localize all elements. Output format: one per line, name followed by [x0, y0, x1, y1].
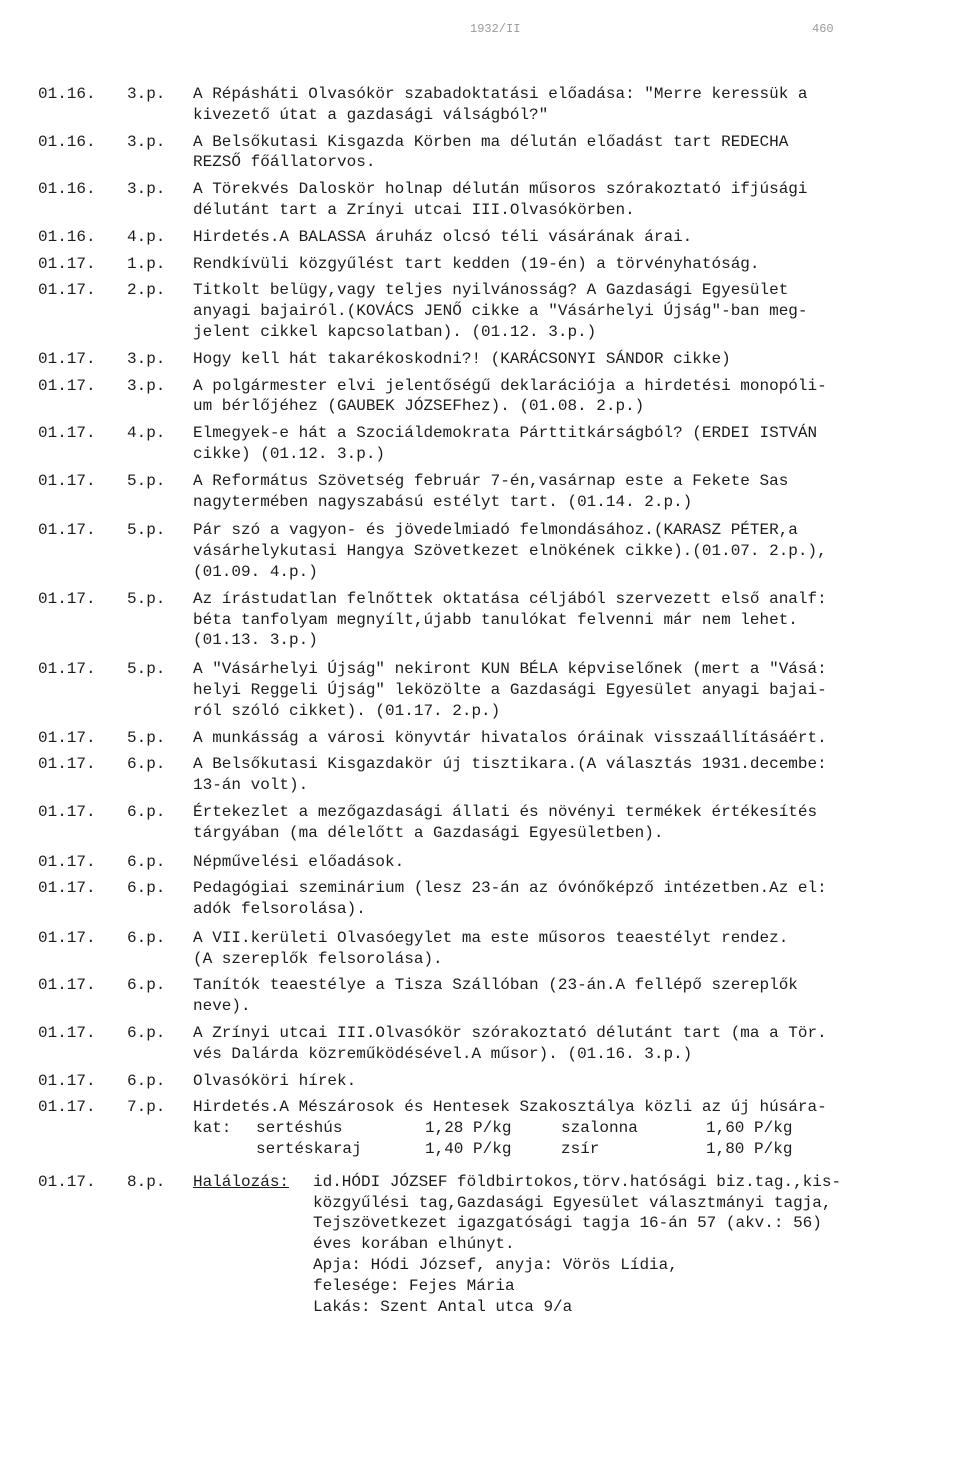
header-page-number: 460	[812, 22, 834, 36]
entry-date: 01.17.	[38, 376, 96, 395]
entry-page: 6.p.	[127, 755, 166, 774]
entry-date: 01.17.	[38, 1098, 96, 1117]
entry-date: 01.16.	[38, 132, 96, 151]
list-item	[0, 852, 960, 873]
list-item	[0, 376, 960, 418]
entry-page: 3.p.	[127, 180, 166, 199]
list-item	[0, 254, 960, 275]
list-item	[0, 132, 960, 174]
price-cell: zsír	[561, 1140, 600, 1159]
price-cell: 1,28 P/kg	[425, 1119, 512, 1138]
entry-text: Rendkívüli közgyűlést tart kedden (19-én) a törvényhatóság.	[193, 254, 760, 273]
entry-date: 01.17.	[38, 802, 96, 821]
entry-page: 5.p.	[127, 521, 166, 540]
entry-page: 5.p.	[127, 660, 166, 679]
entry-date: 01.17.	[38, 976, 96, 995]
entry-date: 01.17.	[38, 928, 96, 947]
entry-text: Hirdetés.A BALASSA áruház olcsó téli vásárának árai.	[193, 227, 693, 246]
price-cell: 1,60 P/kg	[706, 1119, 793, 1138]
entry-page: 3.p.	[127, 376, 166, 395]
entry-text: A VII.kerületi Olvasóegylet ma este műsoros teaestélyt rendez. (A szereplők felsorolása).	[193, 928, 789, 968]
price-cell: szalonna	[561, 1119, 638, 1138]
entry-page: 3.p.	[127, 349, 166, 368]
price-cell: 1,40 P/kg	[425, 1140, 512, 1159]
entry-text: Az írástudatlan felnőttek oktatása céljából szervezett első analf: béta tanfolyam megnyílt,újabb tanulókat felvenni már nem lehet. (01.13. 3.p.)	[193, 589, 827, 650]
entry-text: A Református Szövetség február 7-én,vasárnap este a Fekete Sas nagytermében nagyszabású estélyt tart. (01.14. 2.p.)	[193, 471, 789, 511]
entry-text: A "Vásárhelyi Újság" nekiront KUN BÉLA képviselőnek (mert a "Vásá: helyi Reggeli Újság" leközölte a Gazdasági Egyesület anyagi bajai- ról szóló cikket). (01.17. 2.p.)	[193, 660, 827, 720]
entry-text: A munkásság a városi könyvtár hivatalos óráinak visszaállításáért.	[193, 728, 827, 747]
entry-text: Népművelési előadások.	[193, 852, 405, 871]
entry-date: 01.17.	[38, 852, 96, 871]
entry-date: 01.17.	[38, 1024, 96, 1043]
entry-page: 6.p.	[127, 928, 166, 947]
entry-page: 1.p.	[127, 254, 166, 273]
entry-text: A Belsőkutasi Kisgazda Körben ma délután előadást tart REDECHA REZSŐ főállatorvos.	[193, 132, 789, 172]
entry-text: Tanítók teaestélye a Tisza Szállóban (23-án.A fellépő szereplők neve).	[193, 976, 798, 1016]
price-label: kat:	[193, 1119, 232, 1138]
list-item	[0, 423, 960, 465]
entry-date: 01.17.	[38, 471, 96, 490]
price-cell: 1,80 P/kg	[706, 1140, 793, 1159]
entry-date: 01.16.	[38, 227, 96, 246]
entry-page: 5.p.	[127, 589, 166, 608]
entry-list	[0, 84, 960, 1317]
list-item	[0, 227, 960, 248]
entry-date: 01.17.	[38, 660, 96, 679]
list-item	[0, 928, 960, 970]
list-item	[0, 728, 960, 749]
entry-page: 8.p.	[127, 1172, 166, 1191]
list-item	[0, 1023, 960, 1065]
entry-page: 7.p.	[127, 1098, 166, 1117]
list-item	[0, 349, 960, 370]
entry-page: 6.p.	[127, 852, 166, 871]
list-item	[0, 975, 960, 1017]
entry-date: 01.16.	[38, 85, 96, 103]
entry-date: 01.16.	[38, 180, 96, 199]
entry-text: A Répásháti Olvasókör szabadoktatási előadása: "Merre keressük a kivezető útat a gazdasági válságból?"	[193, 85, 808, 124]
entry-date: 01.17.	[38, 589, 96, 608]
entry-date: 01.17.	[38, 879, 96, 898]
entry-text: Hirdetés.A Mészárosok és Hentesek Szakosztálya közli az új húsára-	[193, 1098, 827, 1117]
list-item	[0, 179, 960, 221]
entry-page: 6.p.	[127, 1071, 166, 1090]
list-item	[0, 754, 960, 796]
entry-date: 01.17.	[38, 349, 96, 368]
list-item	[0, 589, 960, 651]
list-item	[0, 878, 960, 920]
entry-page: 6.p.	[127, 976, 166, 995]
entry-page: 6.p.	[127, 879, 166, 898]
list-item	[0, 1071, 960, 1092]
entry-date: 01.17.	[38, 424, 96, 443]
entry-date: 01.17.	[38, 728, 96, 747]
list-item	[0, 520, 960, 582]
entry-text: Értekezlet a mezőgazdasági állati és növényi termékek értékesítés tárgyában (ma délelőtt a Gazdasági Egyesületben).	[193, 802, 818, 842]
list-item	[0, 659, 960, 721]
entry-text: Hogy kell hát takarékoskodni?! (KARÁCSONYI SÁNDOR cikke)	[193, 349, 731, 368]
entry-date: 01.17.	[38, 755, 96, 774]
price-cell: sertéskaraj	[256, 1140, 362, 1159]
price-cell: sertéshús	[256, 1119, 343, 1138]
header-year-label: 1932/II	[470, 22, 521, 36]
obituary-text: id.HÓDI JÓZSEF földbirtokos,törv.hatósági biz.tag.,kis- közgyűlési tag,Gazdasági Egyesület választmányi tagja, Tejszövetkezet igazgatósági tagja 16-án 57 (akv.: 56) éves korában elhúnyt. Apja: Hódi József, anyja: Vörös Lídia, felesége: Fejes Mária Lakás: Szent Antal utca 9/a	[313, 1172, 842, 1316]
entry-page: 3.p.	[127, 85, 166, 103]
entry-date: 01.17.	[38, 521, 96, 540]
entry-text: A Törekvés Daloskör holnap délután műsoros szórakoztató ifjúsági délutánt tart a Zrínyi utcai III.Olvasókörben.	[193, 180, 808, 219]
entry-page: 6.p.	[127, 802, 166, 821]
entry-text: A polgármester elvi jelentőségű deklarációja a hirdetési monopóli- um bérlőjéhez (GAUBEK JÓZSEFhez). (01.08. 2.p.)	[193, 376, 827, 416]
price-row	[193, 1139, 915, 1160]
obituary-label: Halálozás:	[193, 1172, 290, 1191]
entry-text: Pár szó a vagyon- és jövedelmiadó felmondásához.(KARASZ PÉTER,a vásárhelykutasi Hangya Szövetkezet elnökének cikke).(01.07. 2.p.), (01.09. 4.p.)	[193, 521, 827, 581]
entry-text: Olvasóköri hírek.	[193, 1071, 357, 1090]
entry-page: 3.p.	[127, 132, 166, 151]
entry-date: 01.17.	[38, 254, 96, 273]
entry-text: Titkolt belügy,vagy teljes nyilvánosság? A Gazdasági Egyesület anyagi bajairól.(KOVÁCS JENŐ cikke a "Vásárhelyi Újság"-ban meg- jelent cikkel kapcsolatban). (01.12. 3.p.)	[193, 281, 808, 341]
entry-date: 01.17.	[38, 281, 96, 300]
entry-text: A Zrínyi utcai III.Olvasókör szórakoztató délutánt tart (ma a Tör. vés Dalárda közreműködésével.A műsor). (01.16. 3.p.)	[193, 1024, 827, 1063]
entry-page: 2.p.	[127, 281, 166, 300]
entry-text: A Belsőkutasi Kisgazdakör új tisztikara.(A választás 1931.decembe: 13-án volt).	[193, 755, 827, 795]
entry-date: 01.17.	[38, 1172, 96, 1191]
list-item	[0, 84, 960, 126]
entry-page: 5.p.	[127, 471, 166, 490]
entry-page: 4.p.	[127, 424, 166, 443]
list-item	[0, 1097, 960, 1118]
price-row	[193, 1118, 915, 1139]
entry-text: Pedagógiai szeminárium (lesz 23-án az óvónőképző intézetben.Az el: adók felsorolása).	[193, 879, 827, 919]
entry-page: 5.p.	[127, 728, 166, 747]
entry-page: 4.p.	[127, 227, 166, 246]
list-item	[0, 802, 960, 844]
page-header	[0, 22, 960, 42]
price-table	[193, 1118, 915, 1160]
list-item	[0, 280, 960, 342]
entry-text: Elmegyek-e hát a Szociáldemokrata Párttitkárságból? (ERDEI ISTVÁN cikke) (01.12. 3.p.)	[193, 424, 818, 463]
entry-date: 01.17.	[38, 1071, 96, 1090]
list-item	[0, 471, 960, 513]
obituary-entry	[0, 1172, 960, 1318]
entry-page: 6.p.	[127, 1024, 166, 1043]
